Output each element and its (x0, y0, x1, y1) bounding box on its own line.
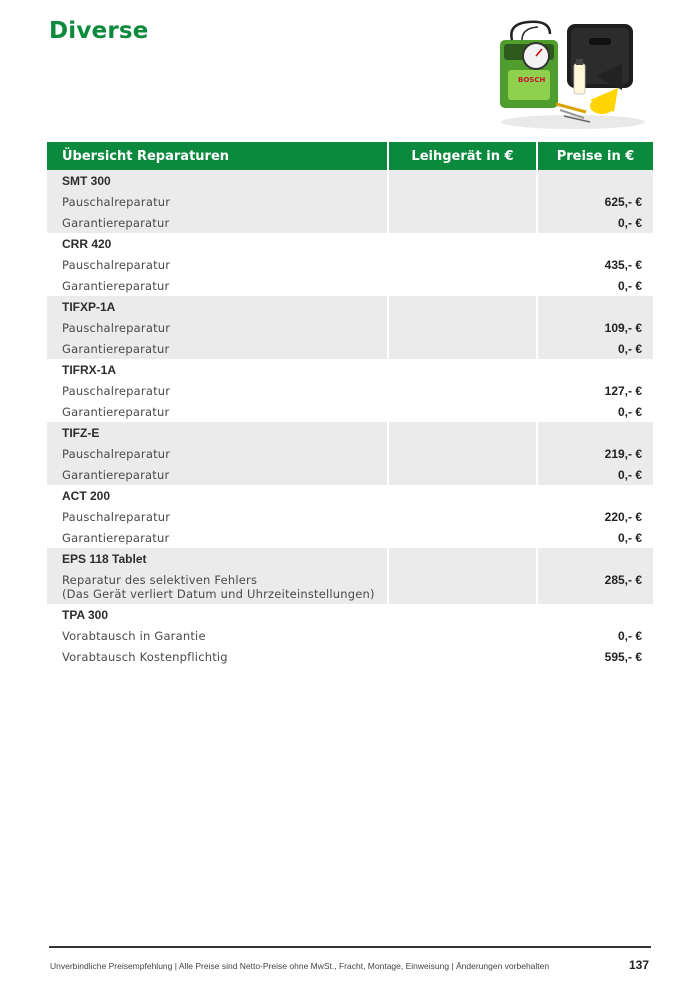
repair-type: Garantiereparatur (62, 404, 170, 419)
repair-type: Pauschalreparatur (47, 317, 387, 338)
repair-type: Garantiereparatur (47, 212, 387, 233)
repair-type: Pauschalreparatur (47, 191, 387, 212)
repair-type: Pauschalreparatur (47, 443, 387, 464)
price-value: 285,- € (536, 569, 653, 604)
header-overview: Übersicht Reparaturen (47, 142, 387, 170)
table-row (47, 646, 653, 667)
model-name: TIFRX-1A (62, 362, 116, 377)
table-row (47, 443, 653, 464)
bosch-logo-text: BOSCH (518, 76, 546, 84)
price-value: 0,- € (536, 625, 653, 646)
table-row (47, 548, 653, 569)
price-value: 220,- € (536, 506, 653, 527)
table-row (47, 212, 653, 233)
table-row (47, 170, 653, 191)
repair-type: Garantiereparatur (47, 464, 387, 485)
table-row (47, 527, 653, 548)
model-name: TPA 300 (62, 607, 109, 622)
table-row (47, 604, 653, 625)
table-row (47, 506, 653, 527)
table-row (47, 569, 653, 604)
price-value: 0,- € (536, 338, 653, 359)
table-row (47, 401, 653, 422)
price-value: 219,- € (536, 443, 653, 464)
repair-type: Pauschalreparatur (62, 509, 171, 524)
product-photo-icon (498, 18, 648, 130)
header-loan-device: Leihgerät in € (387, 142, 536, 170)
model-name: TIFXP-1A (47, 296, 387, 317)
table-row (47, 254, 653, 275)
header-prices: Preise in € (536, 142, 653, 170)
footer-disclaimer: Unverbindliche Preisempfehlung | Alle Preise sind Netto-Preise ohne MwSt., Fracht, Montage, Einweisung | Änderungen vorbehalten (50, 961, 550, 971)
repair-price-table (47, 142, 653, 667)
table-row (47, 338, 653, 359)
table-row (47, 296, 653, 317)
table-row (47, 191, 653, 212)
page-title: Diverse (49, 18, 149, 44)
model-name: ACT 200 (62, 488, 111, 503)
repair-type: Vorabtausch Kostenpflichtig (62, 649, 228, 664)
repair-type: Pauschalreparatur (62, 383, 171, 398)
table-row (47, 317, 653, 338)
price-value: 0,- € (536, 401, 653, 422)
price-value: 109,- € (536, 317, 653, 338)
price-value: 127,- € (536, 380, 653, 401)
price-value: 595,- € (536, 646, 653, 667)
table-row (47, 625, 653, 646)
price-value: 0,- € (536, 275, 653, 296)
table-row (47, 359, 653, 380)
price-value: 0,- € (536, 212, 653, 233)
repair-type: Vorabtausch in Garantie (62, 628, 206, 643)
table-header-row (47, 142, 653, 170)
table-row (47, 380, 653, 401)
model-name: SMT 300 (47, 170, 387, 191)
model-name: CRR 420 (62, 236, 112, 251)
repair-type: Pauschalreparatur (62, 257, 171, 272)
repair-type: Garantiereparatur (62, 278, 170, 293)
page-number: 137 (628, 958, 649, 972)
price-value: 0,- € (536, 527, 653, 548)
table-row (47, 464, 653, 485)
price-value: 0,- € (536, 464, 653, 485)
table-row (47, 485, 653, 506)
repair-type: Garantiereparatur (62, 530, 170, 545)
price-value: 435,- € (536, 254, 653, 275)
repair-type-multiline: Reparatur des selektiven Fehlers (Das Gerät verliert Datum und Uhrzeiteinstellungen) (47, 569, 387, 604)
table-row (47, 422, 653, 443)
model-name: TIFZ-E (47, 422, 387, 443)
model-name: EPS 118 Tablet (47, 548, 387, 569)
price-value: 625,- € (536, 191, 653, 212)
repair-type: Garantiereparatur (47, 338, 387, 359)
table-row (47, 275, 653, 296)
footer-divider (49, 946, 651, 948)
table-row (47, 233, 653, 254)
